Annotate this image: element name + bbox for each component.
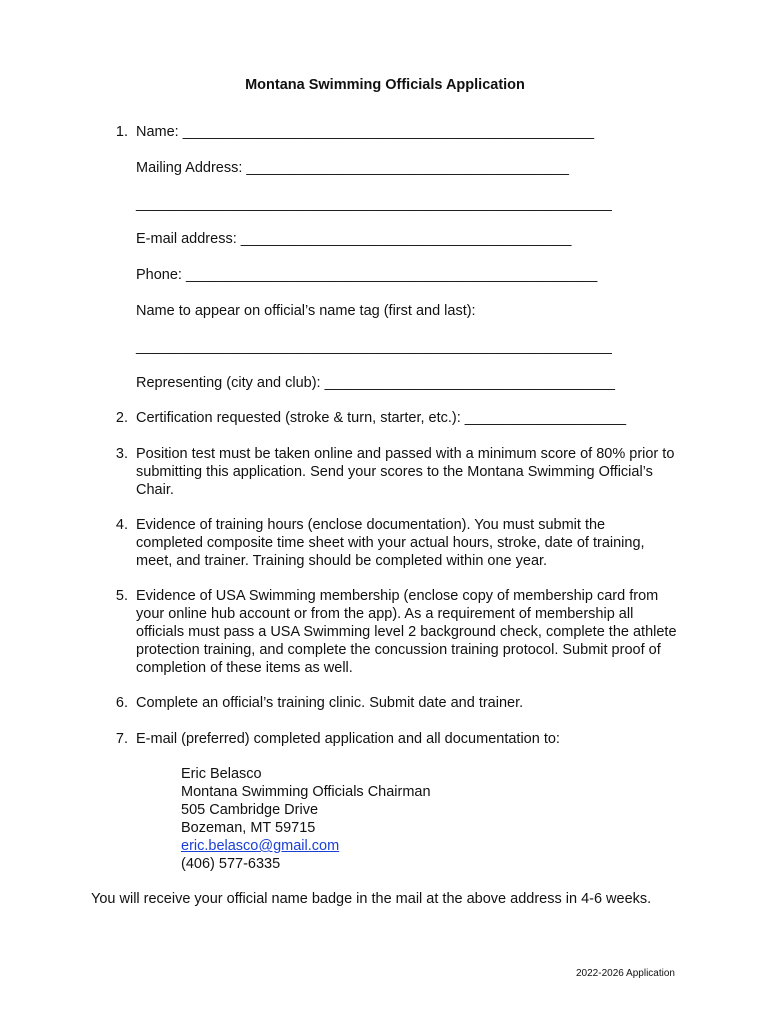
- item-text-3: Position test must be taken online and passed with a minimum score of 80% prior to submitting this application. Send your scores to the Montana Swimming Official’s Chair.: [136, 446, 675, 498]
- closing-note: You will receive your official name badge in the mail at the above address in 4-6 weeks.: [91, 891, 652, 907]
- page-title: Montana Swimming Officials Application: [245, 77, 525, 93]
- phone-field[interactable]: Phone: ___________________________________________________: [136, 267, 598, 283]
- certification-field[interactable]: Certification requested (stroke & turn, starter, etc.): ____________________: [136, 410, 627, 426]
- item-text-6: Complete an official’s training clinic. Submit date and trainer.: [136, 695, 524, 711]
- item-text-7: E-mail (preferred) completed application and all documentation to:: [136, 731, 560, 747]
- contact-role: Montana Swimming Officials Chairman: [181, 784, 431, 800]
- contact-city: Bozeman, MT 59715: [181, 820, 316, 836]
- item-text-4: Evidence of training hours (enclose documentation). You must submit the completed composite time sheet with your actual hours, stroke, date of training, meet, and trainer. Training should be completed within one year.: [136, 517, 645, 569]
- name-field[interactable]: Name: ___________________________________________________: [136, 124, 595, 140]
- item-number-6: 6.: [115, 695, 128, 711]
- item-number-7: 7.: [115, 731, 128, 747]
- contact-email-link[interactable]: eric.belasco@gmail.com: [181, 838, 340, 854]
- contact-street: 505 Cambridge Drive: [181, 802, 319, 818]
- footer-note: 2022-2026 Application: [576, 968, 675, 979]
- contact-name: Eric Belasco: [181, 766, 262, 782]
- mailing-address-field[interactable]: Mailing Address: ________________________________________: [136, 160, 569, 176]
- mailing-address-line-2[interactable]: ___________________________________________________________: [136, 196, 612, 212]
- item-number-5: 5.: [115, 588, 128, 604]
- item-number-2: 2.: [115, 410, 128, 426]
- contact-phone: (406) 577-6335: [181, 856, 281, 872]
- item-number-4: 4.: [115, 517, 128, 533]
- name-tag-label: Name to appear on official’s name tag (first and last):: [136, 303, 476, 319]
- item-number-1: 1.: [115, 124, 128, 140]
- name-tag-field[interactable]: ___________________________________________________________: [136, 339, 612, 355]
- email-field[interactable]: E-mail address: _________________________________________: [136, 231, 572, 247]
- representing-field[interactable]: Representing (city and club): ____________________________________: [136, 375, 615, 391]
- item-text-5: Evidence of USA Swimming membership (enclose copy of membership card from your online hub account or from the app). As a requirement of membership all officials must pass a USA Swimming level 2 background check, complete the athlete protection training, and complete the concussion training protocol. Submit proof of completion of these items as well.: [136, 588, 677, 676]
- item-number-3: 3.: [115, 446, 128, 462]
